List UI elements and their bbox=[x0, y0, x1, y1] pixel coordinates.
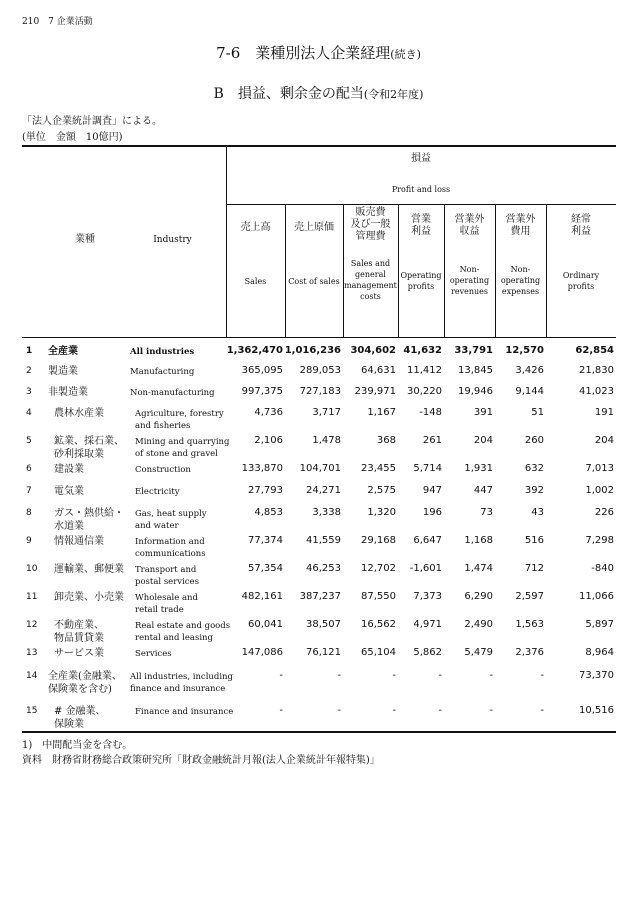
table-cell: - bbox=[337, 705, 341, 716]
table-cell: 204 bbox=[594, 435, 614, 446]
table-cell: 5,479 bbox=[464, 647, 493, 658]
table-cell: 73 bbox=[480, 507, 493, 518]
table-cell: 12,702 bbox=[361, 563, 396, 574]
table-cell: 516 bbox=[524, 535, 544, 546]
row-label-ja: 非製造業 bbox=[48, 387, 88, 398]
table-cell: 4,853 bbox=[254, 507, 283, 518]
table-cell: 13,845 bbox=[458, 365, 493, 376]
table-cell: 4,971 bbox=[413, 619, 442, 630]
table-cell: 1,002 bbox=[585, 485, 614, 496]
table-cell: 11,066 bbox=[579, 591, 614, 602]
row-label-en: Mining and quarrying of stone and gravel bbox=[135, 437, 230, 459]
table-cell: 104,701 bbox=[299, 463, 341, 474]
table-cell: 147,086 bbox=[241, 647, 283, 658]
row-label-ja: 農林水産業 bbox=[54, 408, 104, 419]
table-cell: 2,106 bbox=[254, 435, 283, 446]
table-cell: 10,516 bbox=[579, 705, 614, 716]
table-cell: - bbox=[279, 705, 283, 716]
row-label-ja: 不動産業、 物品賃貸業 bbox=[54, 620, 104, 644]
table-cell: 11,412 bbox=[407, 365, 442, 376]
table-cell: - bbox=[489, 670, 493, 681]
table-cell: 4,736 bbox=[254, 407, 283, 418]
row-label-ja: # 金融業、 保険業 bbox=[54, 706, 106, 730]
table-cell: 62,854 bbox=[575, 345, 614, 356]
table-cell: 261 bbox=[422, 435, 442, 446]
table-cell: 368 bbox=[376, 435, 396, 446]
row-label-ja: サービス業 bbox=[54, 648, 104, 659]
table-cell: 260 bbox=[524, 435, 544, 446]
row-label-en: All industries bbox=[130, 347, 195, 357]
table-cell: 482,161 bbox=[241, 591, 283, 602]
page-header: 210 7 企業活動 bbox=[22, 17, 93, 27]
table-cell: - bbox=[540, 670, 544, 681]
column-header-ja: 経常 利益 bbox=[571, 214, 591, 237]
row-label-ja: 製造業 bbox=[48, 366, 78, 377]
row-number: 6 bbox=[26, 464, 32, 474]
footnote: 1) 中間配当金を含む。 bbox=[22, 740, 133, 751]
column-header-en: Ordinary profits bbox=[562, 271, 600, 291]
table-cell: 43 bbox=[531, 507, 544, 518]
table-cell: 5,714 bbox=[413, 463, 442, 474]
row-label-en: Gas, heat supply and water bbox=[135, 509, 207, 531]
table-cell: 38,507 bbox=[306, 619, 341, 630]
table-cell: 387,237 bbox=[299, 591, 341, 602]
table-cell: 1,474 bbox=[464, 563, 493, 574]
row-label-en: Transport and postal services bbox=[135, 565, 199, 587]
row-label-en: Non-manufacturing bbox=[130, 388, 215, 398]
table-cell: 51 bbox=[531, 407, 544, 418]
table-cell: 27,793 bbox=[248, 485, 283, 496]
table-cell: 289,053 bbox=[299, 365, 341, 376]
table-cell: 2,597 bbox=[515, 591, 544, 602]
table-cell: -840 bbox=[591, 563, 614, 574]
table-cell: 392 bbox=[524, 485, 544, 496]
row-number: 4 bbox=[26, 408, 32, 418]
row-label-en: Finance and insurance bbox=[135, 707, 234, 717]
table-cell: 133,870 bbox=[241, 463, 283, 474]
row-label-en: Services bbox=[135, 649, 172, 659]
table-cell: - bbox=[438, 670, 442, 681]
table-cell: 73,370 bbox=[579, 670, 614, 681]
table-cell: 23,455 bbox=[361, 463, 396, 474]
row-number: 8 bbox=[26, 508, 32, 518]
table-cell: 65,104 bbox=[361, 647, 396, 658]
row-number: 5 bbox=[26, 436, 32, 446]
table-cell: - bbox=[392, 670, 396, 681]
table-cell: - bbox=[279, 670, 283, 681]
table-cell: 239,971 bbox=[354, 386, 396, 397]
row-number: 3 bbox=[26, 387, 32, 397]
row-number: 10 bbox=[26, 564, 38, 574]
table-cell: 8,964 bbox=[585, 647, 614, 658]
row-label-ja: 全産業 bbox=[48, 346, 78, 357]
table-cell: 3,717 bbox=[312, 407, 341, 418]
unit-note: (単位 金額 10億円) bbox=[22, 132, 123, 143]
row-number: 9 bbox=[26, 536, 32, 546]
column-header-ja: 売上原価 bbox=[294, 222, 334, 233]
table-cell: 30,220 bbox=[407, 386, 442, 397]
row-number: 7 bbox=[26, 486, 32, 496]
row-number: 11 bbox=[26, 592, 38, 602]
column-header-ja: 販売費 及び一般 管理費 bbox=[350, 207, 391, 242]
row-label-ja: 建設業 bbox=[54, 464, 84, 475]
column-header-en: Non- operating expenses bbox=[500, 265, 541, 296]
table-cell: 391 bbox=[473, 407, 493, 418]
row-label-en: Electricity bbox=[135, 487, 180, 497]
table-cell: 6,647 bbox=[413, 535, 442, 546]
table-cell: 191 bbox=[594, 407, 614, 418]
table-cell: 16,562 bbox=[361, 619, 396, 630]
column-header-en: Operating profits bbox=[400, 271, 442, 291]
table-cell: 9,144 bbox=[515, 386, 544, 397]
row-label-ja: 全産業(金融業、 保険業を含む) bbox=[48, 671, 122, 695]
row-label-en: Real estate and goods rental and leasing bbox=[135, 621, 231, 643]
column-header-en: Sales and general management costs bbox=[344, 259, 397, 301]
industry-header-en: Industry bbox=[153, 235, 192, 245]
row-label-ja: 卸売業、小売業 bbox=[54, 592, 124, 603]
table-cell: 447 bbox=[473, 485, 493, 496]
table-cell: 226 bbox=[594, 507, 614, 518]
table-cell: 6,290 bbox=[464, 591, 493, 602]
table-cell: 997,375 bbox=[241, 386, 283, 397]
table-cell: - bbox=[489, 705, 493, 716]
table-cell: 12,570 bbox=[505, 345, 544, 356]
table-cell: 5,897 bbox=[585, 619, 614, 630]
column-header-ja: 営業外 費用 bbox=[505, 214, 536, 237]
table-cell: 1,563 bbox=[515, 619, 544, 630]
row-number: 15 bbox=[26, 706, 38, 716]
table-cell: 19,946 bbox=[458, 386, 493, 397]
table-cell: 632 bbox=[524, 463, 544, 474]
row-label-en: All industries, including finance and insurance bbox=[130, 672, 233, 694]
group-header-en: Profit and loss bbox=[391, 185, 451, 194]
group-header-ja: 損益 bbox=[411, 153, 431, 164]
column-header-ja: 売上高 bbox=[240, 222, 271, 233]
table-cell: 21,830 bbox=[579, 365, 614, 376]
table-cell: 5,862 bbox=[413, 647, 442, 658]
column-header-en: Cost of sales bbox=[288, 277, 340, 286]
table-cell: - bbox=[438, 705, 442, 716]
table-top-rule bbox=[22, 145, 616, 147]
row-number: 14 bbox=[26, 671, 38, 681]
table-cell: 727,183 bbox=[299, 386, 341, 397]
row-label-ja: 情報通信業 bbox=[54, 536, 104, 547]
column-header-en: Non- operating revenues bbox=[449, 265, 490, 296]
table-cell: 2,376 bbox=[515, 647, 544, 658]
row-label-en: Manufacturing bbox=[130, 367, 195, 377]
row-label-ja: 鉱業、採石業、 砂利採取業 bbox=[54, 436, 124, 460]
row-number: 12 bbox=[26, 620, 38, 630]
table-title: 7-6 業種別法人企業経理(続き) bbox=[216, 44, 421, 62]
row-label-en: Wholesale and retail trade bbox=[135, 593, 198, 615]
table-cell: 3,338 bbox=[312, 507, 341, 518]
table-cell: 7,013 bbox=[585, 463, 614, 474]
table-subtitle: B 損益、剰余金の配当(令和2年度) bbox=[213, 86, 424, 102]
table-cell: 2,575 bbox=[367, 485, 396, 496]
table-cell: 947 bbox=[422, 485, 442, 496]
table-cell: - bbox=[392, 705, 396, 716]
table-cell: 204 bbox=[473, 435, 493, 446]
header-divider bbox=[226, 146, 227, 337]
table-cell: 365,095 bbox=[241, 365, 283, 376]
table-cell: 64,631 bbox=[361, 365, 396, 376]
table-cell: 2,490 bbox=[464, 619, 493, 630]
table-cell: 57,354 bbox=[248, 563, 283, 574]
table-cell: 33,791 bbox=[454, 345, 493, 356]
table-cell: - bbox=[540, 705, 544, 716]
table-cell: 1,320 bbox=[367, 507, 396, 518]
table-cell: 29,168 bbox=[361, 535, 396, 546]
column-header-ja: 営業外 収益 bbox=[454, 214, 485, 237]
row-label-en: Agriculture, forestry and fisheries bbox=[135, 409, 224, 431]
table-cell: -1,601 bbox=[409, 563, 442, 574]
row-number: 13 bbox=[26, 648, 38, 658]
table-cell: 77,374 bbox=[248, 535, 283, 546]
table-cell: 76,121 bbox=[306, 647, 341, 658]
table-cell: 196 bbox=[422, 507, 442, 518]
row-number: 2 bbox=[26, 366, 32, 376]
header-bottom-rule bbox=[22, 337, 616, 338]
row-label-en: Information and communications bbox=[135, 537, 206, 559]
table-cell: 60,041 bbox=[248, 619, 283, 630]
table-bottom-rule bbox=[22, 731, 616, 733]
table-cell: 1,016,236 bbox=[284, 345, 341, 356]
table-cell: 7,373 bbox=[413, 591, 442, 602]
table-cell: 3,426 bbox=[515, 365, 544, 376]
table-cell: 1,168 bbox=[464, 535, 493, 546]
row-label-ja: 運輸業、郵便業 bbox=[54, 564, 124, 575]
column-header-ja: 営業 利益 bbox=[411, 214, 431, 237]
table-cell: -148 bbox=[419, 407, 442, 418]
table-cell: 41,023 bbox=[579, 386, 614, 397]
source-note: 「法人企業統計調査」による。 bbox=[22, 116, 162, 127]
table-cell: 1,167 bbox=[367, 407, 396, 418]
column-header-en: Sales bbox=[244, 277, 267, 286]
row-label-ja: ガス・熱供給・ 水道業 bbox=[54, 508, 124, 532]
row-label-en: Construction bbox=[135, 465, 191, 475]
industry-header-ja: 業種 bbox=[75, 234, 95, 245]
table-cell: 1,478 bbox=[312, 435, 341, 446]
row-number: 1 bbox=[26, 346, 33, 356]
row-label-ja: 電気業 bbox=[54, 486, 84, 497]
table-cell: 41,632 bbox=[403, 345, 442, 356]
table-cell: 87,550 bbox=[361, 591, 396, 602]
source-line: 資料 財務省財務総合政策研究所「財政金融統計月報(法人企業統計年報特集)」 bbox=[22, 755, 380, 766]
table-cell: 41,559 bbox=[306, 535, 341, 546]
table-cell: 1,931 bbox=[464, 463, 493, 474]
table-cell: 7,298 bbox=[585, 535, 614, 546]
table-cell: 46,253 bbox=[306, 563, 341, 574]
table-cell: 24,271 bbox=[306, 485, 341, 496]
table-cell: - bbox=[337, 670, 341, 681]
table-cell: 1,362,470 bbox=[226, 345, 283, 356]
table-cell: 712 bbox=[524, 563, 544, 574]
table-cell: 304,602 bbox=[350, 345, 396, 356]
